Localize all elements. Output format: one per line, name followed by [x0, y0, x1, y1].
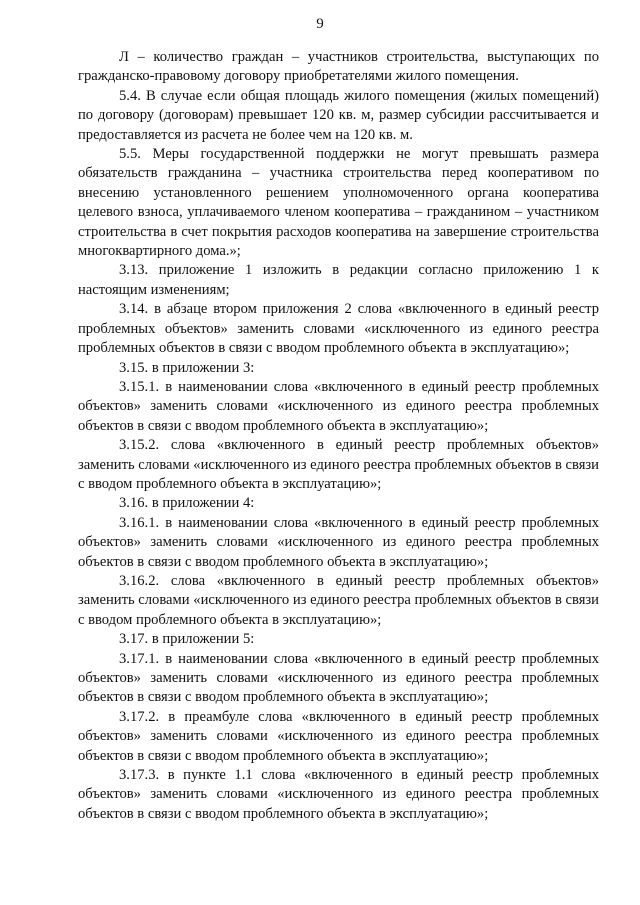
paragraph-3-16-2: 3.16.2. слова «включенного в единый реестр проблемных объектов» заменить словами «исключенного из единого реестра проблемных объектов в связи с вводом проблемного объекта в эксплуатацию»; — [78, 572, 599, 628]
paragraph-3-13: 3.13. приложение 1 изложить в редакции согласно приложению 1 к настоящим изменениям; — [78, 262, 599, 298]
paragraph-3-15-1: 3.15.1. в наименовании слова «включенного в единый реестр проблемных объектов» заменить словами «исключенного из единого реестра проблемных объектов в связи с вводом проблемного объекта в эксплуатацию»; — [78, 378, 599, 434]
paragraph-3-17-1: 3.17.1. в наименовании слова «включенного в единый реестр проблемных объектов» заменить словами «исключенного из единого реестра проблемных объектов в связи с вводом проблемного объекта в эксплуатацию»; — [78, 650, 599, 706]
paragraph-5-4: 5.4. В случае если общая площадь жилого помещения (жилых помещений) по договору (договорам) превышает 120 кв. м, размер субсидии рассчитывается и предоставляется из расчета не более чем на 120 кв. м. — [78, 87, 599, 143]
paragraph-3-17: 3.17. в приложении 5: — [119, 631, 255, 648]
paragraph-3-17-3: 3.17.3. в пункте 1.1 слова «включенного в единый реестр проблемных объектов» заменить словами «исключенного из единого реестра проблемных объектов в связи с вводом проблемного объекта в эксплуатацию»; — [78, 767, 599, 822]
paragraph-3-16-1: 3.16.1. в наименовании слова «включенного в единый реестр проблемных объектов» заменить словами «исключенного из единого реестра проблемных объектов в связи с вводом проблемного объекта в эксплуатацию»; — [78, 514, 599, 570]
paragraph-3-17-2: 3.17.2. в преамбуле слова «включенного в единый реестр проблемных объектов» заменить словами «исключенного из единого реестра проблемных объектов в связи с вводом проблемного объекта в эксплуатацию»; — [78, 708, 599, 764]
document-body — [78, 48, 599, 824]
paragraph-3-15: 3.15. в приложении 3: — [119, 359, 255, 376]
paragraph-l-definition: Л – количество граждан – участников строительства, выступающих по гражданско-правовому договору приобретателями жилого помещения. — [78, 49, 599, 85]
page-number: 9 — [316, 16, 324, 32]
paragraph-3-16: 3.16. в приложении 4: — [119, 495, 255, 512]
paragraph-3-15-2: 3.15.2. слова «включенного в единый реестр проблемных объектов» заменить словами «исключенного из единого реестра проблемных объектов в связи с вводом проблемного объекта в эксплуатацию»; — [78, 437, 599, 492]
paragraph-5-5: 5.5. Меры государственной поддержки не могут превышать размера обязательств гражданина – участника строительства перед кооперативом по внесению установленного решением уполномоченного органа кооператива целевого взноса, уплачиваемого членом кооператива – гражданином – участником строительства в счет покрытия расходов кооператива на завершение строительства многоквартирного дома.»; — [78, 146, 599, 260]
paragraph-3-14: 3.14. в абзаце втором приложения 2 слова «включенного в единый реестр проблемных объектов» заменить словами «исключенного из единого реестра проблемных объектов в связи с вводом проблемного объекта в эксплуатацию»; — [78, 301, 599, 357]
